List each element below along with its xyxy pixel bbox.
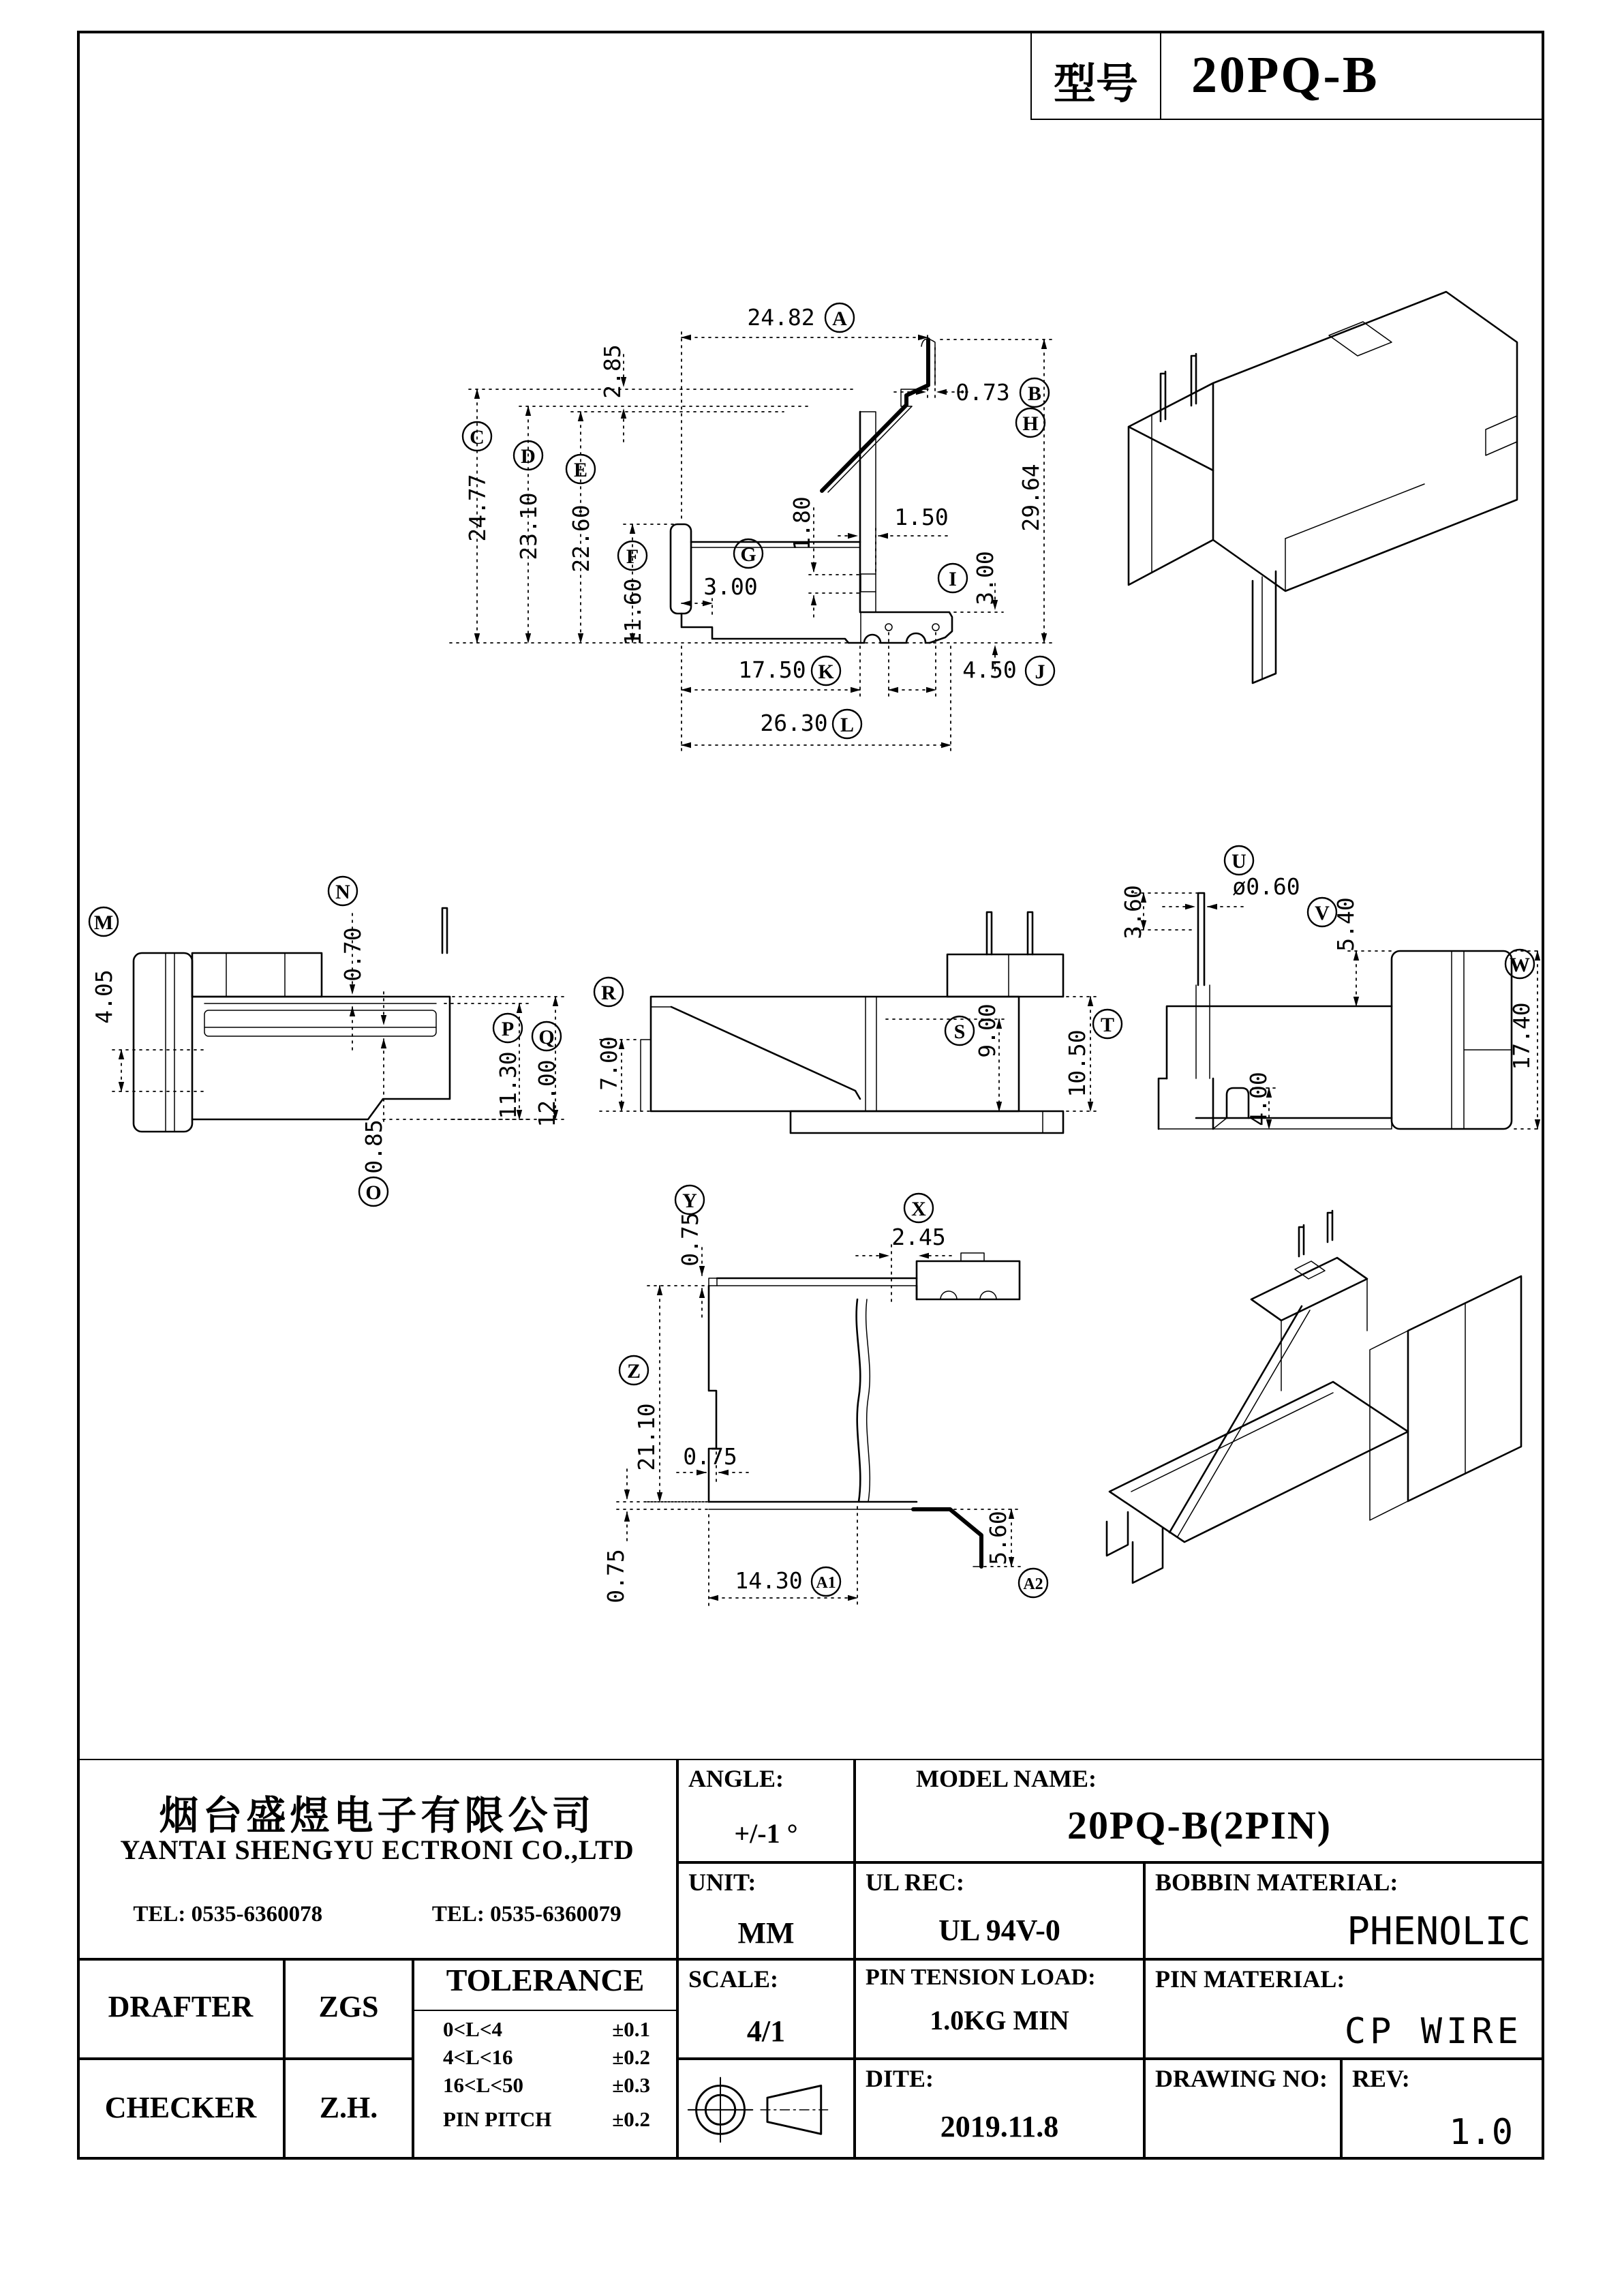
dim-075mid-value: 0.75	[683, 1443, 737, 1470]
dim-N-letter: N	[335, 881, 350, 903]
scale-value: 4/1	[746, 2014, 786, 2048]
dim-G-value: 3.00	[703, 573, 758, 600]
model-tag-value: 20PQ-B	[1191, 46, 1379, 104]
scale-cell	[677, 1959, 855, 2059]
pin-tension-value: 1.0KG MIN	[930, 2005, 1069, 2036]
tolerance-range: 0<L<4	[443, 2017, 503, 2041]
dim-X-letter: X	[911, 1198, 926, 1220]
dim-M-value: 4.05	[91, 969, 117, 1024]
dim-Y-value: 0.75	[677, 1212, 703, 1267]
tolerance-value: ±0.3	[612, 2073, 650, 2097]
dim-Z-value: 21.10	[633, 1403, 660, 1471]
dim-I-value: 3.00	[972, 551, 998, 605]
right-view-dimensions	[1120, 846, 1542, 1129]
dim-A2-letter: A2	[1023, 1575, 1043, 1593]
scale-label: SCALE:	[688, 1965, 779, 1993]
unit-cell	[677, 1862, 855, 1959]
dim-S-letter: S	[953, 1021, 966, 1043]
dim-E-value: 22.60	[568, 504, 594, 573]
ul-rec-cell	[855, 1862, 1144, 1959]
dim-O-value: 0.85	[361, 1119, 387, 1174]
tolerance-row	[414, 2014, 676, 2042]
dim-V-value: 5.40	[1332, 897, 1359, 952]
company-cell	[77, 1759, 677, 1959]
dim-G-letter: G	[740, 543, 756, 566]
tolerance-title: TOLERANCE	[414, 1962, 676, 2011]
pin-tension-label: PIN TENSION LOAD:	[866, 1965, 1096, 1990]
bobbin-material-cell	[1144, 1862, 1544, 1959]
dim-T-value: 10.50	[1064, 1029, 1090, 1098]
dim-285-value: 2.85	[599, 344, 626, 399]
dim-W-letter: W	[1510, 954, 1530, 976]
ul-rec-value: UL 94V-0	[938, 1914, 1060, 1947]
dim-D-letter: D	[521, 445, 536, 468]
rev-value: 1.0	[1449, 2112, 1513, 2153]
tolerance-cell	[413, 1959, 677, 2160]
drafter-value-cell	[284, 1959, 413, 2059]
drawing-no-cell	[1144, 2059, 1341, 2160]
dim-E-letter: E	[573, 459, 588, 481]
drafter-value: ZGS	[318, 1990, 379, 2023]
dim-T-letter: T	[1100, 1014, 1115, 1036]
date-label: DITE:	[866, 2065, 934, 2092]
dim-O-letter: O	[365, 1181, 382, 1204]
tolerance-row	[414, 2042, 676, 2070]
dim-W-value: 17.40	[1508, 1002, 1535, 1070]
date-value: 2019.11.8	[940, 2110, 1059, 2143]
angle-cell	[677, 1759, 855, 1862]
dim-M-letter: M	[93, 911, 114, 934]
bottom-view-outline	[709, 1253, 1020, 1567]
tolerance-value: ±0.2	[612, 2045, 650, 2069]
dim-Q-letter: Q	[538, 1026, 555, 1048]
left-view-outline	[134, 908, 450, 1132]
pin-tension-cell	[855, 1959, 1144, 2059]
company-name-en: YANTAI SHENGYU ECTRONI CO.,LTD	[120, 1834, 634, 1865]
tolerance-table	[414, 2014, 676, 2132]
drafter-label: DRAFTER	[108, 1990, 254, 2023]
checker-label-cell	[77, 2059, 284, 2160]
dim-S-value: 9.00	[974, 1003, 1000, 1058]
unit-value: MM	[737, 1916, 795, 1950]
date-cell	[855, 2059, 1144, 2160]
left-view-dimensions	[89, 877, 564, 1206]
angle-value: +/-1 °	[734, 1818, 798, 1849]
unit-label: UNIT:	[688, 1869, 756, 1896]
model-name-value: 20PQ-B(2PIN)	[1067, 1803, 1332, 1847]
dim-Q-value: 12.00	[534, 1059, 560, 1128]
dim-A2-value: 5.60	[985, 1511, 1011, 1565]
top-view-dimensions	[450, 303, 1054, 753]
dim-A-value: 24.82	[747, 304, 815, 331]
dim-H-value: 29.64	[1017, 464, 1044, 532]
tolerance-range: 4<L<16	[443, 2045, 513, 2069]
isometric-view-bottom	[1107, 1211, 1521, 1583]
pin-material-label: PIN MATERIAL:	[1155, 1965, 1345, 1993]
dim-B-value: 0.73	[955, 379, 1010, 406]
dim-400-value: 4.00	[1245, 1072, 1272, 1126]
tolerance-value: ±0.1	[612, 2017, 650, 2041]
dim-L-letter: L	[840, 714, 855, 736]
dim-P-letter: P	[501, 1018, 515, 1040]
ul-rec-label: UL REC:	[866, 1869, 965, 1896]
dim-C-value: 24.77	[464, 474, 491, 542]
dim-C-letter: C	[470, 426, 485, 449]
bobbin-material-value: PHENOLIC	[1347, 1909, 1531, 1954]
dim-I-letter: I	[949, 568, 957, 590]
checker-value-cell	[284, 2059, 413, 2160]
dim-N-value: 0.70	[339, 927, 366, 982]
drafter-label-cell	[77, 1959, 284, 2059]
rev-cell	[1341, 2059, 1544, 2160]
dim-075bl-value: 0.75	[602, 1549, 629, 1603]
projection-symbol-cell	[677, 2059, 855, 2160]
pin-material-cell	[1144, 1959, 1544, 2059]
tolerance-value: ±0.2	[612, 2107, 650, 2131]
dim-150-value: 1.50	[894, 504, 949, 530]
isometric-view-top	[1129, 292, 1517, 683]
model-tag-label: 型号	[1053, 61, 1138, 108]
model-name-cell	[855, 1759, 1544, 1862]
company-tel-1: TEL: 0535-6360078	[133, 1902, 323, 1927]
dim-R-value: 7.00	[596, 1036, 622, 1091]
front-view-dimensions	[594, 978, 1122, 1111]
dim-Z-letter: Z	[626, 1360, 641, 1383]
company-name-cn: 烟台盛煜电子有限公司	[159, 1794, 596, 1838]
dim-U-value: ø0.60	[1232, 873, 1300, 900]
dim-F-value: 11.60	[619, 578, 646, 646]
tolerance-row	[414, 2070, 676, 2098]
tolerance-range: PIN PITCH	[443, 2107, 552, 2131]
projection-symbol-icon	[679, 2060, 853, 2160]
dim-180-value: 1.80	[789, 496, 815, 551]
dim-U-letter: U	[1231, 850, 1246, 873]
rev-label: REV:	[1352, 2065, 1410, 2092]
dim-X-value: 2.45	[891, 1224, 946, 1250]
model-name-label: MODEL NAME:	[916, 1765, 1097, 1792]
dim-P-value: 11.30	[495, 1051, 521, 1119]
dim-L-value: 26.30	[760, 710, 828, 736]
bobbin-material-label: BOBBIN MATERIAL:	[1155, 1869, 1398, 1896]
dim-J-value: 4.50	[962, 656, 1017, 683]
drawing-no-label: DRAWING NO:	[1155, 2065, 1328, 2092]
tolerance-range: 16<L<50	[443, 2073, 524, 2097]
dim-B-letter: B	[1027, 382, 1042, 405]
dim-D-value: 23.10	[515, 492, 542, 560]
dim-A-letter: A	[832, 307, 847, 330]
dim-Y-letter: Y	[682, 1190, 697, 1212]
checker-label: CHECKER	[104, 2091, 257, 2124]
angle-label: ANGLE:	[688, 1765, 784, 1792]
dim-H-letter: H	[1022, 412, 1039, 435]
checker-value: Z.H.	[319, 2091, 378, 2124]
dim-F-letter: F	[626, 545, 639, 568]
dim-V-letter: V	[1315, 902, 1330, 924]
dim-A1-value: 14.30	[735, 1567, 803, 1594]
company-tel-2: TEL: 0535-6360079	[431, 1902, 622, 1927]
dim-J-letter: J	[1035, 661, 1045, 683]
tolerance-row	[414, 2098, 676, 2132]
dim-K-letter: K	[818, 661, 834, 683]
dim-R-letter: R	[601, 982, 616, 1004]
dim-K-value: 17.50	[738, 656, 806, 683]
dim-A1-letter: A1	[816, 1574, 836, 1592]
dim-360-value: 3.60	[1120, 885, 1146, 939]
pin-material-value: CP WIRE	[1344, 2011, 1522, 2052]
